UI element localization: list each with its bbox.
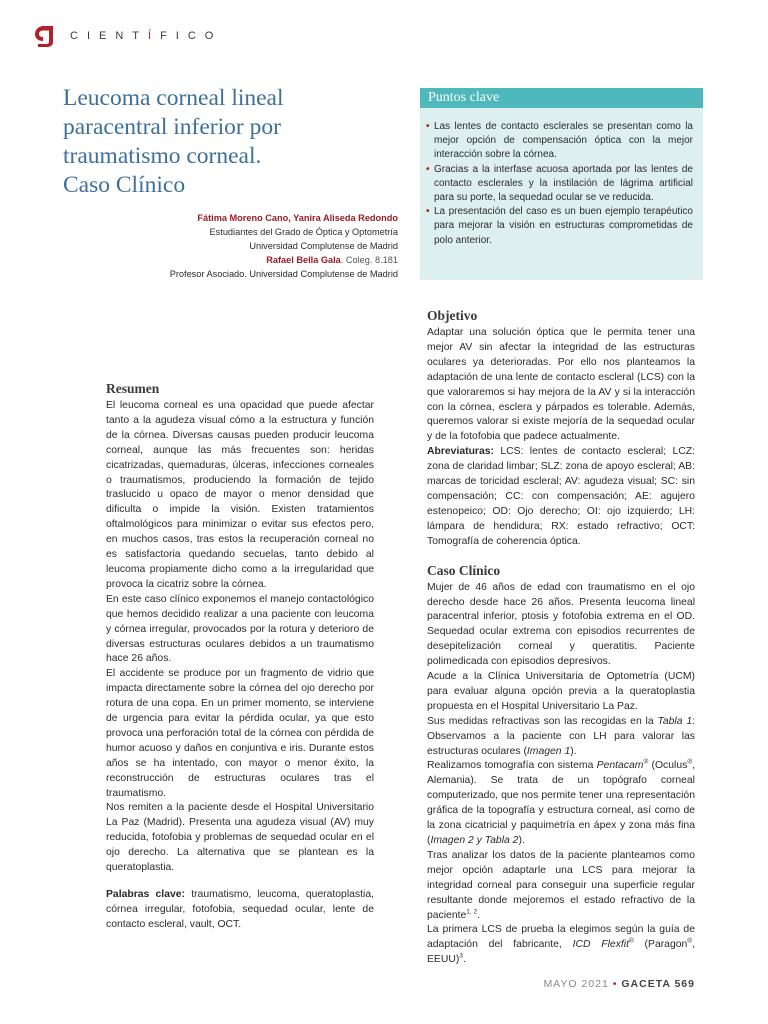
- image-reference: Imagen 1: [526, 745, 571, 757]
- title-line-1: Leucoma corneal lineal: [63, 85, 284, 111]
- author-name-professor: Rafael Bella Gala: [266, 255, 341, 265]
- left-column: [106, 380, 374, 933]
- page-footer: [520, 978, 695, 990]
- abbreviations-text: LCS: lentes de contacto escleral; LCZ: zona de claridad limbar; SLZ: zona de apoyo escleral; AB: marcas de toricidad escleral; AV: agudeza visual; SC: sin compensación; CC: con compensación; AE: agujero estenopeico; OD: Ojo derecho; OI: ojo izquierdo; LH: lámpara de hendidura; RX: estado refractivo; OCT: Tomografía de coherencia óptica.: [427, 446, 695, 547]
- resumen-heading: Resumen: [106, 381, 160, 396]
- footer-journal: GACETA 569: [621, 978, 695, 990]
- footer-separator: •: [612, 978, 618, 990]
- resumen-paragraph: Nos remiten a la paciente desde el Hospital Universitario La Paz (Madrid). Presenta una agudeza visual (AV) muy reducida, fotofobia y problemas de sequedad ocular en el ojo derecho. La alternativa que se plantean es la queratoplastia.: [106, 802, 374, 874]
- resumen-paragraph: En este caso clínico exponemos el manejo contactológico que hemos decidido realizar a una paciente con leucoma y córnea irregular, provocados por la rotura y deterioro de diversas estructuras oculares debidos a un traumatismo hace 26 años.: [106, 593, 374, 665]
- resumen-paragraph: El accidente se produce por un fragmento de vidrio que impacta directamente sobre la córnea del ojo derecho por rotura de una copa. En un primer momento, se interviene de urgencia para evitar la pérdida ocular, ya que esto provoca una perforación total de la córnea con pérdida de humor acuoso y daños en conjuntiva e iris. Durante estos años se ha intentado, con mayor o menor éxito, la reconstrucción de estructuras oculares tras el traumatismo.: [106, 668, 374, 799]
- keywords-label: Palabras clave:: [106, 889, 185, 900]
- author-block: [120, 211, 398, 281]
- author-registration: . Coleg. 8.181: [340, 255, 398, 265]
- author-names-students: Fátima Moreno Cano, Yanira Aliseda Redondo: [197, 213, 398, 223]
- key-points-box: [420, 88, 703, 280]
- key-point-item: • Gracias a la interfase acuosa aportada por las lentes de contacto esclerales y la instilación de lágrima artificial para su porte, la sequedad ocular se ve reducida.: [434, 163, 693, 206]
- image-reference: Imagen 2 y Tabla 2: [430, 835, 519, 846]
- section-label: CIENTÍFICO: [70, 30, 223, 42]
- section-label-accent: Í: [148, 30, 161, 42]
- key-point-item: • Las lentes de contacto esclerales se presentan como la mejor opción de compensación óptica con la mejor interacción sobre la córnea.: [434, 120, 693, 163]
- citation: 3: [459, 952, 463, 960]
- key-points-title: Puntos clave: [420, 88, 703, 108]
- key-point-item: • La presentación del caso es un buen ejemplo terapéutico para mejorar la visión en estructuras comprometidas de polo anterior.: [434, 205, 693, 248]
- abbreviations-label: Abreviaturas:: [427, 446, 494, 458]
- objetivo-heading: Objetivo: [427, 308, 478, 323]
- right-column: [427, 307, 695, 968]
- key-points-list: [420, 108, 703, 248]
- table-reference: Tabla 1: [657, 715, 693, 727]
- caso-paragraph: Acude a la Clínica Universitaria de Optometría (UCM) para evaluar alguna opción previa a la queratoplastia propuesta en el Hospital Universitario La Paz.: [427, 671, 695, 712]
- abbreviations-paragraph: [427, 445, 695, 549]
- author-affiliation-3: Profesor Asociado. Universidad Complutense de Madrid: [169, 269, 398, 279]
- keywords-text: traumatismo, leucoma, queratoplastia, córnea irregular, fotofobia, sequedad ocular, lente de contacto escleral, vault, OCT.: [106, 889, 374, 930]
- product-name: Pentacam: [596, 760, 644, 772]
- citation: 1, 2: [466, 908, 478, 916]
- caso-paragraph: Realizamos tomografía con sistema Pentacam® (Oculus®, Alemania). Se trata de un topógrafo corneal computerizado, que nos permite tener una representación gráfica de la topografía y estructura corneal, así como de la zona cicatricial y paquimetría en ápex y zona más fina (Imagen 2 y Tabla 2).: [427, 759, 696, 846]
- gaceta-logo: [34, 25, 54, 47]
- keywords-paragraph: [106, 888, 374, 933]
- title-line-4: Caso Clínico: [63, 172, 186, 198]
- title-line-2: paracentral inferior por: [63, 114, 281, 140]
- footer-date: MAYO 2021: [543, 978, 609, 990]
- author-affiliation-2: Universidad Complutense de Madrid: [249, 241, 398, 251]
- resumen-paragraph: El leucoma corneal es una opacidad que puede afectar tanto a la agudeza visual cómo a la estructura y función de la córnea. Diversas causas pueden producir leucoma corneal, aunque las más frecuentes son: heridas cicatrizadas, quemaduras, úlceras, infecciones corneales o traumatismos, produciendo la formación de tejido traslucido u opaco de mayor o menor densidad que dificulta o impide la visión. Existen tratamientos oftalmológicos para minimizar o evitar sus efectos pero, en muchos casos, tras estos la recuperación corneal no es satisfactoria quedando secuelas, tanto debido al leucoma propiamente dicho como a la irregularidad que provoca la cicatriz sobre la córnea.: [106, 400, 374, 590]
- product-name: ICD Flexfit: [572, 939, 629, 951]
- title-line-3: traumatismo corneal.: [63, 143, 262, 169]
- article-title: [63, 84, 403, 200]
- author-affiliation-1: Estudiantes del Grado de Óptica y Optometría: [209, 227, 398, 237]
- caso-paragraph: La primera LCS de prueba la elegimos según la guía de adaptación del fabricante, ICD Flexfit® (Paragon®, EEUU)$^3$.: [427, 924, 695, 966]
- caso-paragraph: Sus medidas refractivas son las recogidas en la Tabla 1: Observamos a la paciente con LH para valorar las estructuras oculares (Imagen 1).: [427, 715, 696, 757]
- caso-heading: Caso Clínico: [427, 562, 501, 578]
- caso-paragraph: Mujer de 46 años de edad con traumatismo en el ojo derecho desde hace 26 años. Presenta leucoma lineal paracentral inferior, ptosis y fotofobia extrema en el OD. Sequedad ocular extrema con episodios recurrentes de desepitelización corneal y queratitis. Paciente polimedicada con episodios depresivos.: [427, 581, 695, 668]
- objetivo-paragraph: Adaptar una solución óptica que le permita tener una mejor AV sin afectar la integridad de las estructuras oculares ya deterioradas. Por ello nos planteamos la adaptación de una lente de contacto escleral (LCS) con la que valoraremos si hay mejora de la AV y si la interacción con la córnea, esclera y párpados es tolerable. Además, queremos valorar si existe mejoría de la sequedad ocular y de la fotofobia que padece actualmente.: [427, 327, 695, 443]
- caso-paragraph: Tras analizar los datos de la paciente planteamos como mejor opción adaptarle una LCS para mejorar la integridad corneal para conseguir una superficie regular resultante donde mejoremos el estado refractivo de la paciente$^{1, 2}$.: [427, 849, 695, 921]
